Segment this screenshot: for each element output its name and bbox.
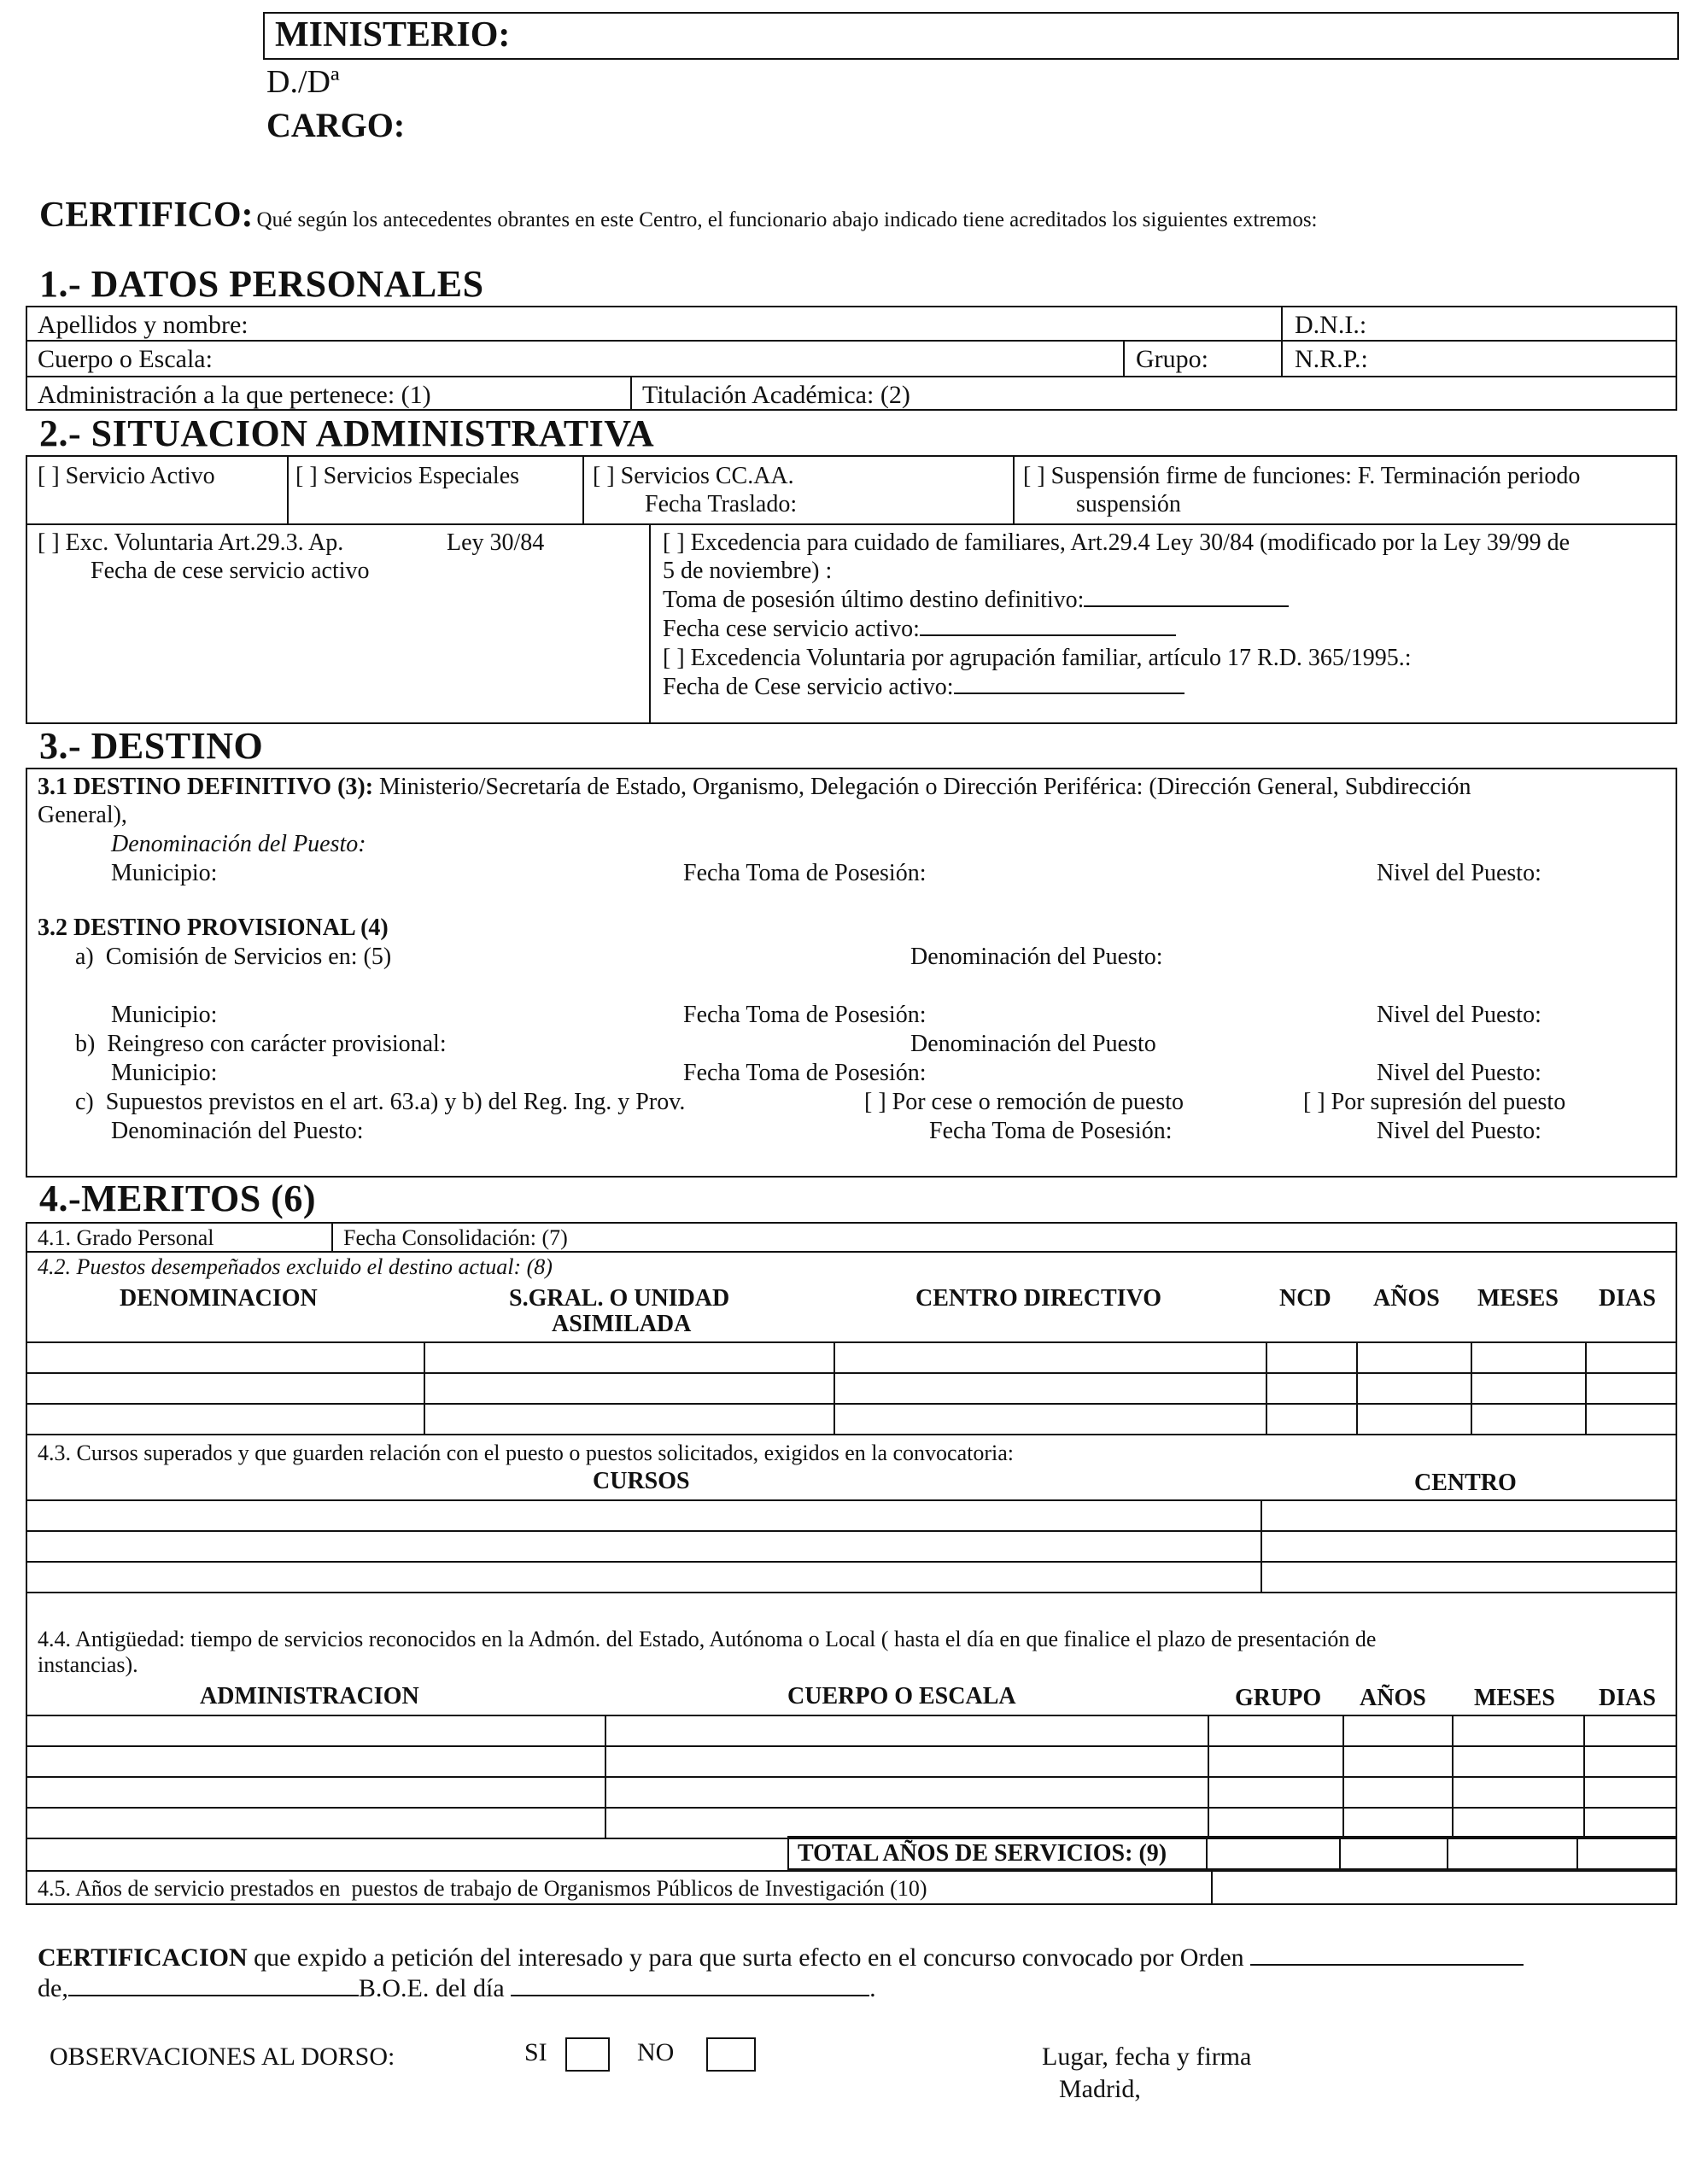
table-cell[interactable] [834, 1373, 1266, 1404]
destino-definitivo-line-2: General), [38, 802, 127, 828]
table-cell[interactable] [26, 1777, 605, 1808]
table-cell[interactable] [1266, 1342, 1357, 1373]
fecha-cese-activo-field[interactable]: Fecha cese servicio activo: [663, 615, 1176, 643]
table-cell[interactable] [1453, 1715, 1584, 1746]
table-cell[interactable] [1343, 1746, 1453, 1777]
supuestos-label: c) Supuestos previstos en el art. 63.a) y b) del Reg. Ing. y Prov. [75, 1089, 686, 1115]
table-cell[interactable] [1584, 1715, 1676, 1746]
fecha-consolidacion-label: Fecha Consolidación: (7) [343, 1225, 568, 1250]
section-3-title: 3.- DESTINO [39, 725, 264, 767]
table-cell[interactable] [1357, 1342, 1471, 1373]
ministerio-label: MINISTERIO: [275, 15, 511, 55]
antiguedad-table[interactable] [26, 1715, 1677, 1839]
table-cell[interactable] [424, 1404, 834, 1435]
puestos-h-denominacion: DENOMINACION [120, 1285, 318, 1312]
table-row [26, 1373, 1676, 1404]
table-row [26, 1531, 1676, 1562]
nivel-b: Nivel del Puesto: [1377, 1060, 1541, 1086]
table-cell[interactable] [1343, 1777, 1453, 1808]
suspension-option[interactable]: [ ] Suspensión firme de funciones: F. Terminación periodo [1023, 463, 1581, 489]
cursos-table[interactable] [26, 1499, 1677, 1593]
denominacion-b: Denominación del Puesto [910, 1031, 1156, 1057]
table-cell[interactable] [26, 1746, 605, 1777]
table-cell[interactable] [1586, 1342, 1676, 1373]
cursos-label: 4.3. Cursos superados y que guarden relación con el puesto o puestos solicitados, exigidos en la convocatoria: [38, 1441, 1015, 1465]
reingreso-label: b) Reingreso con carácter provisional: [75, 1031, 447, 1057]
si-option[interactable]: SI [524, 2037, 610, 2072]
puestos-h-anos: AÑOS [1373, 1285, 1440, 1312]
section-2-title: 2.- SITUACION ADMINISTRATIVA [39, 412, 655, 454]
antiguedad-label-2: instancias). [38, 1652, 138, 1677]
table-cell[interactable] [1208, 1715, 1343, 1746]
servicio-activo-option[interactable]: [ ] Servicio Activo [38, 463, 215, 489]
no-checkbox[interactable] [706, 2037, 756, 2072]
municipio-b: Municipio: [111, 1060, 218, 1086]
table-cell[interactable] [1471, 1404, 1586, 1435]
table-row [26, 1562, 1676, 1593]
table-row [26, 1500, 1676, 1531]
denominacion-puesto-label: Denominación del Puesto: [111, 831, 366, 857]
total-anos-label: TOTAL AÑOS DE SERVICIOS: (9) [798, 1840, 1167, 1867]
table-row [26, 1342, 1676, 1373]
administracion-field[interactable]: Administración a la que pertenece: (1) [38, 381, 431, 409]
certificacion-line: CERTIFICACION que expido a petición del interesado y para que surta efecto en el concurso convocado por Orden [38, 1943, 1524, 1973]
apellidos-field[interactable]: Apellidos y nombre: [38, 311, 249, 339]
opi-label: 4.5. Años de servicio prestados en puestos de trabajo de Organismos Públicos de Investigación (10) [38, 1876, 927, 1901]
grupo-field[interactable]: Grupo: [1136, 345, 1208, 373]
table-cell[interactable] [1586, 1404, 1676, 1435]
observaciones-label: OBSERVACIONES AL DORSO: [50, 2043, 395, 2071]
antiguedad-label: 4.4. Antigüedad: tiempo de servicios reconocidos en la Admón. del Estado, Autónoma o Local ( hasta el día en que finalice el plazo de presentación de [38, 1627, 1377, 1651]
lugar-fecha-firma: Lugar, fecha y firma [1042, 2043, 1252, 2071]
no-option[interactable]: NO [637, 2037, 756, 2072]
municipio-31: Municipio: [111, 860, 218, 886]
fecha-toma-a: Fecha Toma de Posesión: [683, 1002, 927, 1028]
table-cell[interactable] [1208, 1746, 1343, 1777]
exc-cuidado-option[interactable]: [ ] Excedencia para cuidado de familiares, Art.29.4 Ley 30/84 (modificado por la Ley 39/99 de [663, 529, 1571, 556]
comision-servicios-label: a) Comisión de Servicios en: (5) [75, 944, 392, 970]
titulacion-field[interactable]: Titulación Académica: (2) [642, 381, 910, 409]
table-cell[interactable] [26, 1342, 424, 1373]
fecha-toma-b: Fecha Toma de Posesión: [683, 1060, 927, 1086]
nrp-field[interactable]: N.R.P.: [1295, 345, 1368, 373]
cuerpo-field[interactable]: Cuerpo o Escala: [38, 345, 213, 373]
puestos-h-meses: MESES [1477, 1285, 1559, 1312]
table-cell[interactable] [1261, 1500, 1676, 1531]
antig-h-cuerpo: CUERPO O ESCALA [787, 1683, 1016, 1710]
table-cell[interactable] [605, 1746, 1208, 1777]
table-cell[interactable] [605, 1808, 1208, 1838]
section-4-title: 4.-MERITOS (6) [39, 1178, 316, 1219]
destino-provisional-label: 3.2 DESTINO PROVISIONAL (4) [38, 915, 389, 941]
dni-field[interactable]: D.N.I.: [1295, 311, 1367, 339]
certifico-line [39, 195, 1318, 236]
cursos-h-centro: CENTRO [1414, 1470, 1517, 1496]
table-cell[interactable] [1586, 1373, 1676, 1404]
table-row [26, 1404, 1676, 1435]
table-cell[interactable] [1584, 1808, 1676, 1838]
fecha-cese-label: Fecha de cese servicio activo [91, 558, 370, 584]
madrid-label: Madrid, [1059, 2075, 1141, 2103]
puestos-h-dias: DIAS [1599, 1285, 1656, 1312]
table-cell[interactable] [424, 1373, 834, 1404]
certifico-text: Qué según los antecedentes obrantes en este Centro, el funcionario abajo indicado tiene acreditados los siguientes extremos: [256, 208, 1318, 231]
fecha-toma-c: Fecha Toma de Posesión: [929, 1118, 1173, 1144]
nivel-c: Nivel del Puesto: [1377, 1118, 1541, 1144]
table-cell[interactable] [26, 1808, 605, 1838]
table-row [26, 1777, 1676, 1808]
servicios-ccaa-option[interactable]: [ ] Servicios CC.AA. [593, 463, 794, 489]
toma-posesion-field[interactable]: Toma de posesión último destino definitivo: [663, 586, 1289, 614]
table-cell[interactable] [26, 1373, 424, 1404]
table-cell[interactable] [1208, 1808, 1343, 1838]
puestos-h-asimilada: ASIMILADA [552, 1311, 692, 1337]
municipio-a: Municipio: [111, 1002, 218, 1028]
dd-label: D./Dª [266, 64, 340, 100]
table-cell[interactable] [605, 1777, 1208, 1808]
nivel-a: Nivel del Puesto: [1377, 1002, 1541, 1028]
table-row [26, 1715, 1676, 1746]
certifico-label: CERTIFICO: [39, 196, 254, 235]
table-cell[interactable] [26, 1715, 605, 1746]
puestos-label: 4.2. Puestos desempeñados excluido el destino actual: (8) [38, 1254, 553, 1279]
table-cell[interactable] [1266, 1404, 1357, 1435]
table-cell[interactable] [1357, 1373, 1471, 1404]
exc-cuidado-label-2: 5 de noviembre) : [663, 558, 833, 584]
table-cell[interactable] [424, 1342, 834, 1373]
table-cell[interactable] [1453, 1746, 1584, 1777]
puestos-h-sgral: S.GRAL. O UNIDAD [509, 1285, 730, 1312]
table-cell[interactable] [26, 1404, 424, 1435]
table-cell[interactable] [1584, 1746, 1676, 1777]
si-checkbox[interactable] [565, 2037, 610, 2072]
antig-h-anos: AÑOS [1360, 1685, 1426, 1711]
table-cell[interactable] [1471, 1373, 1586, 1404]
table-cell[interactable] [1261, 1562, 1676, 1593]
table-cell[interactable] [26, 1531, 1261, 1562]
table-cell[interactable] [1343, 1715, 1453, 1746]
exc-agrupacion-option[interactable]: [ ] Excedencia Voluntaria por agrupación familiar, artículo 17 R.D. 365/1995.: [663, 645, 1412, 671]
table-row [26, 1746, 1676, 1777]
exc-voluntaria-option[interactable]: [ ] Exc. Voluntaria Art.29.3. Ap. [38, 529, 344, 556]
antig-h-dias: DIAS [1599, 1685, 1656, 1711]
antig-h-administracion: ADMINISTRACION [200, 1683, 419, 1710]
table-cell[interactable] [1343, 1808, 1453, 1838]
denominacion-c: Denominación del Puesto: [111, 1118, 364, 1144]
table-cell[interactable] [1453, 1808, 1584, 1838]
table-cell[interactable] [1208, 1777, 1343, 1808]
nivel-31: Nivel del Puesto: [1377, 860, 1541, 886]
antig-h-grupo: GRUPO [1235, 1685, 1322, 1711]
antig-h-meses: MESES [1474, 1685, 1555, 1711]
fecha-traslado-label: Fecha Traslado: [645, 491, 798, 517]
table-cell[interactable] [1453, 1777, 1584, 1808]
ley-label: Ley 30/84 [447, 529, 545, 556]
cursos-h-cursos: CURSOS [593, 1468, 690, 1494]
fecha-cese-agrup-field[interactable]: Fecha de Cese servicio activo: [663, 673, 1184, 701]
fecha-toma-31: Fecha Toma de Posesión: [683, 860, 927, 886]
table-row [26, 1808, 1676, 1838]
puestos-h-ncd: NCD [1279, 1285, 1331, 1312]
grado-personal-label: 4.1. Grado Personal [38, 1225, 214, 1250]
table-cell[interactable] [605, 1715, 1208, 1746]
table-cell[interactable] [1261, 1531, 1676, 1562]
orden-line: de, B.O.E. del día . [38, 1974, 876, 2002]
table-cell[interactable] [1471, 1342, 1586, 1373]
table-cell[interactable] [1357, 1404, 1471, 1435]
table-cell[interactable] [1266, 1373, 1357, 1404]
table-cell[interactable] [26, 1562, 1261, 1593]
destino-box [26, 768, 1677, 1178]
destino-definitivo-line: 3.1 DESTINO DEFINITIVO (3): Ministerio/Secretaría de Estado, Organismo, Delegación o Dirección Periférica: (Dirección General, Subdirección [38, 774, 1471, 800]
table-cell[interactable] [834, 1342, 1266, 1373]
cese-remocion-option[interactable]: [ ] Por cese o remoción de puesto [864, 1089, 1184, 1115]
suspension-label-2: suspensión [1076, 491, 1181, 517]
denominacion-a: Denominación del Puesto: [910, 944, 1163, 970]
table-cell[interactable] [26, 1500, 1261, 1531]
supresion-option[interactable]: [ ] Por supresión del puesto [1303, 1089, 1566, 1115]
servicios-especiales-option[interactable]: [ ] Servicios Especiales [295, 463, 520, 489]
table-cell[interactable] [834, 1404, 1266, 1435]
table-cell[interactable] [1584, 1777, 1676, 1808]
cargo-label: CARGO: [266, 106, 406, 144]
puestos-table[interactable] [26, 1341, 1677, 1435]
section-1-title: 1.- DATOS PERSONALES [39, 263, 484, 305]
puestos-h-centro: CENTRO DIRECTIVO [915, 1285, 1162, 1312]
